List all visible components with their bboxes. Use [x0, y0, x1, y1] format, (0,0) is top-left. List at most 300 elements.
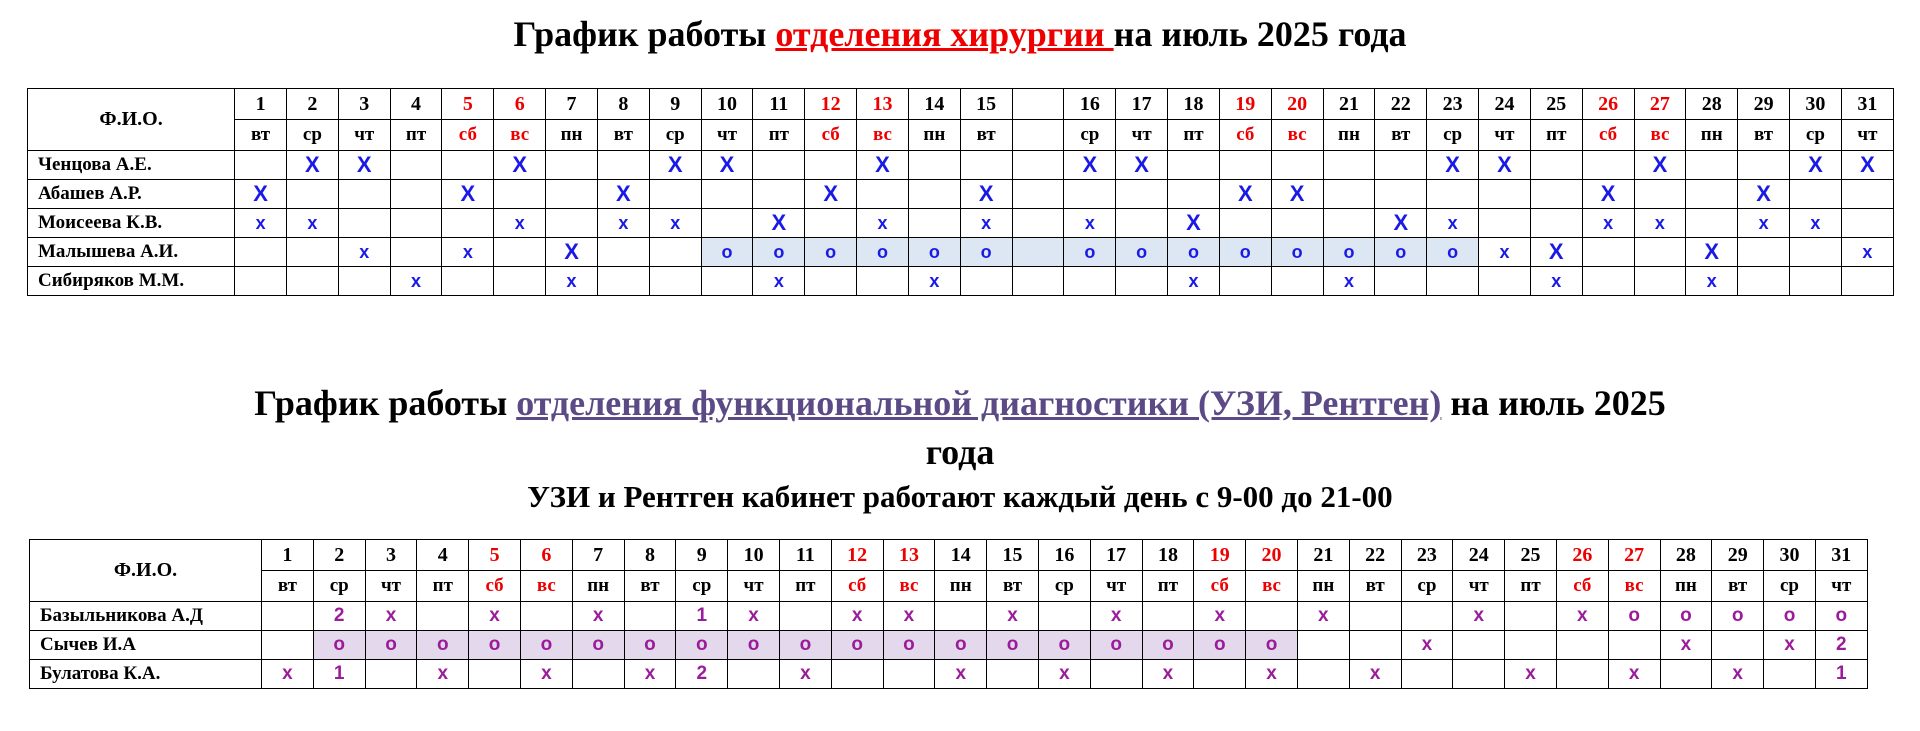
- schedule-cell[interactable]: [649, 151, 701, 180]
- shift-mark: X: [616, 181, 631, 206]
- schedule-cell[interactable]: [494, 151, 546, 180]
- schedule-cell[interactable]: [1012, 209, 1064, 238]
- schedule-cell[interactable]: [1064, 180, 1116, 209]
- shift-mark: o: [488, 634, 501, 655]
- schedule-cell[interactable]: [1841, 238, 1893, 267]
- schedule-cell[interactable]: [286, 180, 338, 209]
- shift-mark: x: [1266, 663, 1277, 684]
- schedule-cell[interactable]: [1401, 660, 1453, 689]
- schedule-cell[interactable]: [1064, 209, 1116, 238]
- schedule-cell[interactable]: [1297, 631, 1349, 660]
- schedule-cell[interactable]: [1427, 151, 1479, 180]
- schedule-cell[interactable]: [1608, 602, 1660, 631]
- schedule-cell[interactable]: [728, 602, 780, 631]
- schedule-cell[interactable]: [1219, 180, 1271, 209]
- schedule-cell[interactable]: [676, 602, 728, 631]
- schedule-cell[interactable]: [883, 660, 935, 689]
- shift-mark: x: [1059, 663, 1070, 684]
- day-number-header: 15: [960, 89, 1012, 120]
- schedule-cell[interactable]: [546, 267, 598, 296]
- schedule-cell[interactable]: [1323, 151, 1375, 180]
- schedule-cell[interactable]: [1790, 180, 1842, 209]
- schedule-cell[interactable]: [1738, 180, 1790, 209]
- schedule-cell[interactable]: [1090, 602, 1142, 631]
- schedule-cell[interactable]: [1194, 660, 1246, 689]
- schedule-cell[interactable]: [1271, 238, 1323, 267]
- schedule-cell[interactable]: [235, 151, 287, 180]
- schedule-cell[interactable]: [960, 238, 1012, 267]
- schedule-cell[interactable]: [805, 238, 857, 267]
- schedule-cell[interactable]: [262, 602, 314, 631]
- schedule-cell[interactable]: [1012, 151, 1064, 180]
- schedule-cell[interactable]: [701, 209, 753, 238]
- schedule-cell[interactable]: [546, 209, 598, 238]
- schedule-cell[interactable]: [935, 631, 987, 660]
- schedule-cell[interactable]: [338, 267, 390, 296]
- schedule-cell[interactable]: [1323, 238, 1375, 267]
- weekday-header: пт: [753, 120, 805, 151]
- schedule-cell[interactable]: [442, 267, 494, 296]
- schedule-cell[interactable]: [469, 631, 521, 660]
- surgery-title-pre: График работы: [513, 14, 776, 54]
- shift-mark: o: [851, 634, 863, 655]
- schedule-cell[interactable]: [624, 631, 676, 660]
- schedule-cell[interactable]: [338, 151, 390, 180]
- schedule-cell[interactable]: [365, 602, 417, 631]
- schedule-cell[interactable]: [857, 180, 909, 209]
- schedule-cell[interactable]: [779, 602, 831, 631]
- schedule-cell[interactable]: [805, 267, 857, 296]
- schedule-cell[interactable]: [1841, 151, 1893, 180]
- schedule-cell[interactable]: [987, 660, 1039, 689]
- schedule-cell[interactable]: [286, 267, 338, 296]
- weekday-header: вт: [597, 120, 649, 151]
- schedule-cell[interactable]: [1219, 267, 1271, 296]
- diagnostics-title-line2: года: [925, 432, 995, 472]
- schedule-cell[interactable]: [1686, 180, 1738, 209]
- schedule-cell[interactable]: [235, 238, 287, 267]
- header-row-days: [30, 540, 1868, 571]
- employee-name: Базыльникова А.Д: [30, 602, 262, 631]
- schedule-cell[interactable]: [313, 631, 365, 660]
- schedule-cell[interactable]: [701, 267, 753, 296]
- schedule-cell[interactable]: [1738, 209, 1790, 238]
- schedule-cell[interactable]: [1427, 209, 1479, 238]
- schedule-cell[interactable]: [701, 180, 753, 209]
- shift-mark: x: [1784, 634, 1795, 655]
- schedule-cell[interactable]: [1738, 151, 1790, 180]
- schedule-cell[interactable]: [1686, 209, 1738, 238]
- schedule-cell[interactable]: [1556, 602, 1608, 631]
- schedule-cell[interactable]: [365, 631, 417, 660]
- shift-mark: o: [928, 241, 940, 262]
- schedule-cell[interactable]: [1530, 267, 1582, 296]
- schedule-cell[interactable]: [1401, 602, 1453, 631]
- schedule-cell[interactable]: [1219, 209, 1271, 238]
- schedule-cell[interactable]: [1790, 267, 1842, 296]
- schedule-cell[interactable]: [390, 267, 442, 296]
- schedule-cell[interactable]: [338, 238, 390, 267]
- weekday-header: ср: [649, 120, 701, 151]
- schedule-cell[interactable]: [1090, 660, 1142, 689]
- schedule-cell[interactable]: [753, 267, 805, 296]
- schedule-cell[interactable]: [1738, 267, 1790, 296]
- schedule-cell[interactable]: [831, 631, 883, 660]
- schedule-cell[interactable]: [1686, 238, 1738, 267]
- schedule-cell[interactable]: [1505, 660, 1557, 689]
- schedule-cell[interactable]: [1530, 209, 1582, 238]
- schedule-cell[interactable]: [1038, 660, 1090, 689]
- schedule-cell[interactable]: [987, 631, 1039, 660]
- employee-name: Абашев А.Р.: [28, 180, 235, 209]
- schedule-cell[interactable]: [1427, 180, 1479, 209]
- shift-mark: 1: [696, 605, 708, 626]
- schedule-cell[interactable]: [1090, 631, 1142, 660]
- schedule-cell[interactable]: [883, 602, 935, 631]
- schedule-cell[interactable]: [1038, 631, 1090, 660]
- employee-name: Сычев И.А: [30, 631, 262, 660]
- schedule-cell[interactable]: [1271, 267, 1323, 296]
- schedule-cell[interactable]: [1375, 267, 1427, 296]
- schedule-cell[interactable]: [728, 660, 780, 689]
- schedule-cell[interactable]: [572, 602, 624, 631]
- schedule-cell[interactable]: [1660, 631, 1712, 660]
- schedule-cell[interactable]: [442, 238, 494, 267]
- schedule-cell[interactable]: [520, 660, 572, 689]
- schedule-cell[interactable]: [1582, 180, 1634, 209]
- schedule-cell[interactable]: [753, 238, 805, 267]
- schedule-cell[interactable]: [1815, 660, 1867, 689]
- schedule-cell[interactable]: [1634, 151, 1686, 180]
- schedule-cell[interactable]: [1841, 267, 1893, 296]
- schedule-cell[interactable]: [1841, 180, 1893, 209]
- schedule-cell[interactable]: [960, 151, 1012, 180]
- schedule-cell[interactable]: [494, 180, 546, 209]
- schedule-cell[interactable]: [1219, 151, 1271, 180]
- shift-mark: x: [877, 212, 888, 233]
- schedule-cell[interactable]: [1323, 267, 1375, 296]
- schedule-cell[interactable]: [365, 660, 417, 689]
- schedule-cell[interactable]: [649, 180, 701, 209]
- schedule-cell[interactable]: [1634, 267, 1686, 296]
- schedule-cell[interactable]: [908, 209, 960, 238]
- schedule-cell[interactable]: [1349, 602, 1401, 631]
- schedule-cell[interactable]: [728, 631, 780, 660]
- schedule-cell[interactable]: [1815, 631, 1867, 660]
- employee-name: Сибиряков М.М.: [28, 267, 235, 296]
- schedule-cell[interactable]: [286, 209, 338, 238]
- schedule-cell[interactable]: [1634, 238, 1686, 267]
- schedule-cell[interactable]: [1246, 602, 1298, 631]
- schedule-cell[interactable]: [1686, 151, 1738, 180]
- schedule-cell[interactable]: [1323, 180, 1375, 209]
- schedule-cell[interactable]: [494, 209, 546, 238]
- schedule-cell[interactable]: [1116, 267, 1168, 296]
- schedule-cell[interactable]: [1064, 238, 1116, 267]
- shift-mark: x: [1525, 663, 1536, 684]
- schedule-cell[interactable]: [1168, 151, 1220, 180]
- schedule-cell[interactable]: [779, 660, 831, 689]
- schedule-cell[interactable]: [1530, 238, 1582, 267]
- schedule-cell[interactable]: [676, 660, 728, 689]
- shift-mark: o: [1213, 634, 1226, 655]
- day-number-header: 3: [365, 540, 417, 571]
- schedule-cell[interactable]: [960, 209, 1012, 238]
- schedule-cell[interactable]: [1271, 151, 1323, 180]
- day-number-header: 30: [1764, 540, 1816, 571]
- surgery-title-department-link[interactable]: отделения хирургии: [775, 14, 1114, 54]
- schedule-cell[interactable]: [572, 660, 624, 689]
- schedule-cell[interactable]: [649, 238, 701, 267]
- schedule-cell[interactable]: [831, 660, 883, 689]
- schedule-cell[interactable]: [597, 151, 649, 180]
- schedule-cell[interactable]: [1582, 238, 1634, 267]
- day-number-header: 8: [597, 89, 649, 120]
- schedule-cell[interactable]: [597, 180, 649, 209]
- schedule-cell[interactable]: [1479, 238, 1531, 267]
- schedule-cell[interactable]: [262, 631, 314, 660]
- schedule-cell[interactable]: [235, 180, 287, 209]
- schedule-cell[interactable]: [1142, 602, 1194, 631]
- schedule-cell[interactable]: [520, 602, 572, 631]
- schedule-cell[interactable]: [1815, 602, 1867, 631]
- schedule-cell[interactable]: [597, 267, 649, 296]
- day-number-header: 10: [728, 540, 780, 571]
- schedule-cell[interactable]: [1634, 180, 1686, 209]
- schedule-cell[interactable]: [857, 151, 909, 180]
- schedule-cell[interactable]: [313, 602, 365, 631]
- schedule-cell[interactable]: [1401, 631, 1453, 660]
- schedule-cell[interactable]: [701, 238, 753, 267]
- schedule-cell[interactable]: [1790, 209, 1842, 238]
- schedule-cell[interactable]: [676, 631, 728, 660]
- day-number-header: 20: [1246, 540, 1298, 571]
- schedule-cell[interactable]: [1453, 602, 1505, 631]
- schedule-cell[interactable]: [390, 151, 442, 180]
- schedule-cell[interactable]: [1142, 660, 1194, 689]
- schedule-cell[interactable]: [1012, 180, 1064, 209]
- schedule-cell[interactable]: [1297, 602, 1349, 631]
- schedule-cell[interactable]: [805, 151, 857, 180]
- schedule-cell[interactable]: [1712, 602, 1764, 631]
- schedule-cell[interactable]: [572, 631, 624, 660]
- shift-mark: 2: [1836, 634, 1847, 655]
- schedule-cell[interactable]: [960, 267, 1012, 296]
- shift-mark: X: [823, 181, 839, 206]
- day-number-header: 26: [1556, 540, 1608, 571]
- schedule-cell[interactable]: [442, 180, 494, 209]
- schedule-cell[interactable]: [286, 238, 338, 267]
- schedule-cell[interactable]: [1712, 631, 1764, 660]
- shift-mark: o: [1162, 634, 1174, 655]
- schedule-cell[interactable]: [1064, 267, 1116, 296]
- schedule-cell[interactable]: [1841, 209, 1893, 238]
- schedule-cell[interactable]: [908, 267, 960, 296]
- schedule-cell[interactable]: [235, 209, 287, 238]
- schedule-cell[interactable]: [1738, 238, 1790, 267]
- schedule-cell[interactable]: [908, 238, 960, 267]
- schedule-cell[interactable]: [805, 209, 857, 238]
- schedule-cell[interactable]: [417, 631, 469, 660]
- schedule-cell[interactable]: [1012, 238, 1064, 267]
- schedule-cell[interactable]: [1142, 631, 1194, 660]
- schedule-cell[interactable]: [1453, 660, 1505, 689]
- day-number-header: 10: [701, 89, 753, 120]
- schedule-cell[interactable]: [1375, 180, 1427, 209]
- schedule-cell[interactable]: [779, 631, 831, 660]
- schedule-cell[interactable]: [520, 631, 572, 660]
- schedule-cell[interactable]: [1012, 267, 1064, 296]
- schedule-cell[interactable]: [1194, 602, 1246, 631]
- schedule-cell[interactable]: [262, 660, 314, 689]
- schedule-cell[interactable]: [1427, 267, 1479, 296]
- schedule-cell[interactable]: [286, 151, 338, 180]
- schedule-cell[interactable]: [935, 602, 987, 631]
- schedule-cell[interactable]: [908, 151, 960, 180]
- schedule-cell[interactable]: [1582, 151, 1634, 180]
- schedule-cell[interactable]: [417, 660, 469, 689]
- schedule-cell[interactable]: [1479, 267, 1531, 296]
- schedule-cell[interactable]: [390, 209, 442, 238]
- shift-mark: o: [644, 634, 656, 655]
- schedule-cell[interactable]: [546, 151, 598, 180]
- schedule-cell[interactable]: [1479, 151, 1531, 180]
- schedule-cell[interactable]: [1375, 238, 1427, 267]
- schedule-cell[interactable]: [1194, 631, 1246, 660]
- schedule-cell[interactable]: [960, 180, 1012, 209]
- schedule-cell[interactable]: [1349, 660, 1401, 689]
- schedule-cell[interactable]: [624, 660, 676, 689]
- schedule-cell[interactable]: [1427, 238, 1479, 267]
- schedule-cell[interactable]: [1479, 209, 1531, 238]
- schedule-cell[interactable]: [987, 602, 1039, 631]
- schedule-cell[interactable]: [1790, 238, 1842, 267]
- schedule-cell[interactable]: [442, 151, 494, 180]
- schedule-cell[interactable]: [624, 602, 676, 631]
- schedule-cell[interactable]: [546, 180, 598, 209]
- day-number-header: 29: [1738, 89, 1790, 120]
- schedule-cell[interactable]: [1168, 238, 1220, 267]
- schedule-cell[interactable]: [935, 660, 987, 689]
- schedule-cell[interactable]: [1038, 602, 1090, 631]
- schedule-cell[interactable]: [857, 267, 909, 296]
- schedule-cell[interactable]: [313, 660, 365, 689]
- schedule-cell[interactable]: [494, 238, 546, 267]
- schedule-cell[interactable]: [1064, 151, 1116, 180]
- schedule-cell[interactable]: [753, 209, 805, 238]
- schedule-cell[interactable]: [649, 209, 701, 238]
- diagnostics-title-department-link[interactable]: отделения функциональной диагностики (УЗИ, Рентген): [516, 383, 1442, 423]
- schedule-cell[interactable]: [1634, 209, 1686, 238]
- schedule-cell[interactable]: [1712, 660, 1764, 689]
- shift-mark: x: [1007, 605, 1018, 626]
- schedule-cell[interactable]: [1530, 180, 1582, 209]
- schedule-cell[interactable]: [235, 267, 287, 296]
- schedule-cell[interactable]: [1764, 631, 1816, 660]
- schedule-cell[interactable]: [908, 180, 960, 209]
- schedule-cell[interactable]: [649, 267, 701, 296]
- schedule-cell[interactable]: [1323, 209, 1375, 238]
- schedule-cell[interactable]: [417, 602, 469, 631]
- schedule-cell[interactable]: [1116, 151, 1168, 180]
- schedule-cell[interactable]: [831, 602, 883, 631]
- schedule-cell[interactable]: [1375, 209, 1427, 238]
- schedule-cell[interactable]: [1764, 660, 1816, 689]
- schedule-cell[interactable]: [1116, 238, 1168, 267]
- schedule-cell[interactable]: [857, 238, 909, 267]
- schedule-cell[interactable]: [1660, 602, 1712, 631]
- schedule-cell[interactable]: [1608, 631, 1660, 660]
- schedule-cell[interactable]: [597, 209, 649, 238]
- schedule-cell[interactable]: [1116, 180, 1168, 209]
- schedule-cell[interactable]: [1582, 209, 1634, 238]
- schedule-cell[interactable]: [753, 151, 805, 180]
- weekday-header: вт: [987, 571, 1039, 602]
- schedule-cell[interactable]: [469, 660, 521, 689]
- schedule-cell[interactable]: [597, 238, 649, 267]
- schedule-cell[interactable]: [1479, 180, 1531, 209]
- schedule-cell[interactable]: [494, 267, 546, 296]
- schedule-cell[interactable]: [1375, 151, 1427, 180]
- schedule-cell[interactable]: [1246, 631, 1298, 660]
- schedule-cell[interactable]: [390, 238, 442, 267]
- schedule-cell[interactable]: [753, 180, 805, 209]
- schedule-cell[interactable]: [1790, 151, 1842, 180]
- shift-mark: o: [1783, 605, 1796, 626]
- schedule-cell[interactable]: [1556, 660, 1608, 689]
- weekday-header: пт: [1505, 571, 1557, 602]
- weekday-header: вс: [883, 571, 935, 602]
- schedule-cell[interactable]: [442, 209, 494, 238]
- schedule-cell[interactable]: [1168, 180, 1220, 209]
- schedule-cell[interactable]: [1219, 238, 1271, 267]
- shift-mark: X: [1134, 152, 1149, 177]
- schedule-cell[interactable]: [1168, 267, 1220, 296]
- schedule-cell[interactable]: [469, 602, 521, 631]
- table-row: [30, 631, 1868, 660]
- schedule-cell[interactable]: [1582, 267, 1634, 296]
- schedule-cell[interactable]: [1505, 631, 1557, 660]
- weekday-header: сб: [442, 120, 494, 151]
- schedule-cell[interactable]: [1246, 660, 1298, 689]
- schedule-cell[interactable]: [1297, 660, 1349, 689]
- schedule-cell[interactable]: [1453, 631, 1505, 660]
- schedule-cell[interactable]: [805, 180, 857, 209]
- schedule-cell[interactable]: [1271, 209, 1323, 238]
- schedule-cell[interactable]: [1116, 209, 1168, 238]
- schedule-cell[interactable]: [1660, 660, 1712, 689]
- schedule-cell[interactable]: [1271, 180, 1323, 209]
- diagnostics-subtitle: УЗИ и Рентген кабинет работают каждый день с 9-00 до 21-00: [527, 479, 1393, 514]
- schedule-cell[interactable]: [1608, 660, 1660, 689]
- schedule-cell[interactable]: [701, 151, 753, 180]
- schedule-cell[interactable]: [1349, 631, 1401, 660]
- weekday-header: ср: [1038, 571, 1090, 602]
- schedule-cell[interactable]: [857, 209, 909, 238]
- schedule-cell[interactable]: [546, 238, 598, 267]
- shift-mark: x: [1603, 212, 1614, 233]
- schedule-cell[interactable]: [1686, 267, 1738, 296]
- schedule-cell[interactable]: [1168, 209, 1220, 238]
- schedule-cell[interactable]: [338, 209, 390, 238]
- schedule-cell[interactable]: [1505, 602, 1557, 631]
- schedule-cell[interactable]: [338, 180, 390, 209]
- schedule-cell[interactable]: [1556, 631, 1608, 660]
- schedule-cell[interactable]: [1530, 151, 1582, 180]
- schedule-cell[interactable]: [883, 631, 935, 660]
- schedule-cell[interactable]: [390, 180, 442, 209]
- schedule-cell[interactable]: [1764, 602, 1816, 631]
